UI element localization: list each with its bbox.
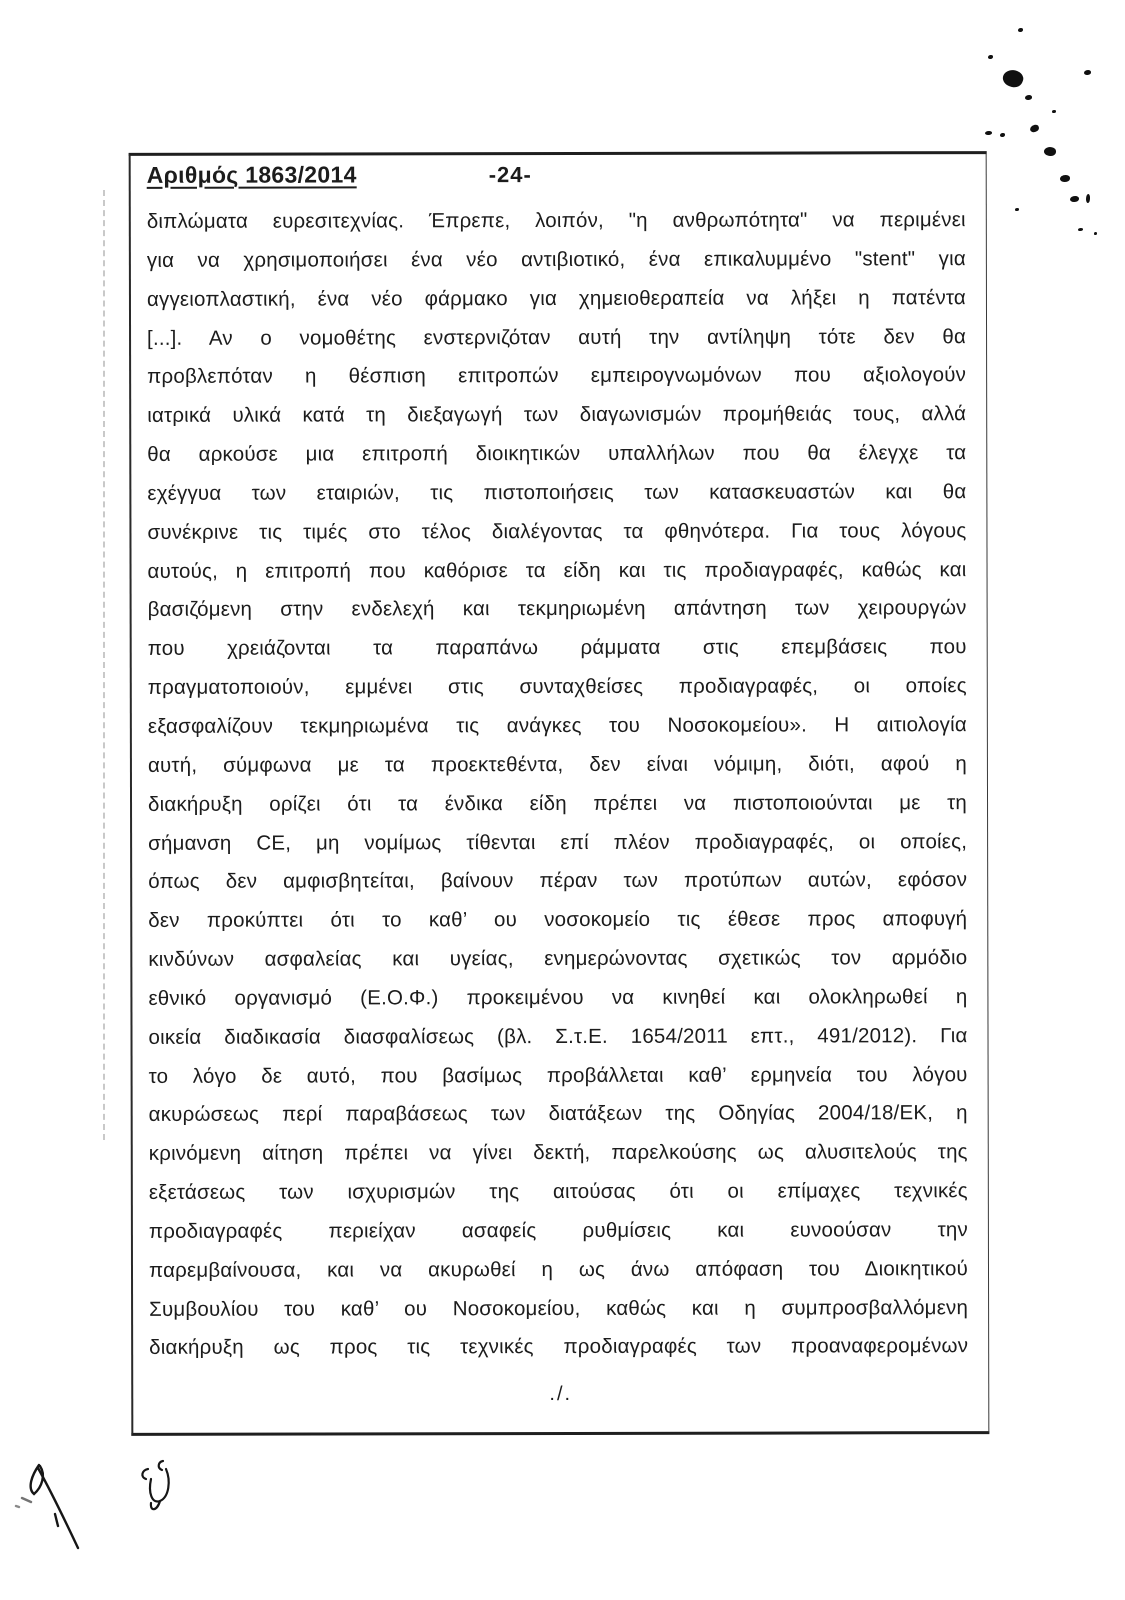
handwritten-marks bbox=[10, 1448, 200, 1578]
ink-blot bbox=[1094, 232, 1097, 235]
body-text-line: συνέκρινε τις τιμές στο τέλος διαλέγοντας τα φθηνότερα. Για τους λόγους bbox=[147, 518, 967, 544]
body-text-line: εθνικό οργανισμό (Ε.Ο.Φ.) προκειμένου να κινηθεί και ολοκληρωθεί η bbox=[148, 985, 968, 1010]
body-text-line: προδιαγραφές περιείχαν ασαφείς ρυθμίσεις και ευνοούσαν την bbox=[148, 1218, 968, 1243]
ink-blot bbox=[985, 131, 992, 135]
body-text-line: κρινόμενη αίτηση πρέπει να γίνει δεκτή, παρελκούσης ως αλυσιτελούς της bbox=[148, 1140, 968, 1166]
ink-blot bbox=[1043, 146, 1056, 157]
document-number: Αριθμός 1863/2014 bbox=[146, 161, 357, 188]
body-text-line: ιατρικά υλικά κατά τη διεξαγωγή των διαγωνισμών προμήθειάς τους, αλλά bbox=[147, 402, 967, 428]
body-text-line: βασιζόμενη στην ενδελεχή και τεκμηριωμένη απάντηση των χειρουργών bbox=[147, 596, 967, 622]
body-text-line: εχέγγυα των εταιριών, τις πιστοποιήσεις των κατασκευαστών και θα bbox=[147, 480, 967, 505]
body-text-line: πραγματοποιούν, εμμένει στις συνταχθείσες προδιαγραφές, οι οποίες bbox=[147, 674, 967, 699]
ink-blot bbox=[988, 55, 993, 59]
body-text-line: παρεμβαίνουσα, και να ακυρωθεί η ως άνω απόφαση του Διοικητικού bbox=[148, 1256, 969, 1282]
handwritten-scribble bbox=[16, 1465, 78, 1548]
document-header bbox=[147, 160, 967, 189]
body-text-line: όπως δεν αμφισβητείται, βαίνουν πέραν των προτύπων αυτών, εφόσον bbox=[148, 868, 968, 894]
body-text-line: κινδύνων ασφαλείας και υγείας, ενημερώνοντας σχετικώς τον αρμόδιο bbox=[148, 946, 968, 971]
page-border bbox=[129, 151, 990, 1436]
body-text-line: αυτή, σύμφωνα με τα προεκτεθέντα, δεν είναι νόμιμη, διότι, αφού η bbox=[147, 751, 967, 777]
ink-blot bbox=[1018, 28, 1023, 32]
body-text-line: αγγειοπλαστική, ένα νέο φάρμακο για χημειοθεραπεία να λήξει η πατέντα bbox=[146, 285, 966, 311]
body-text-line: εξετάσεως των ισχυρισμών της αιτούσας ότι οι επίμαχες τεχνικές bbox=[148, 1179, 968, 1204]
ink-blot bbox=[1000, 67, 1025, 91]
body-text-line: [...]. Αν ο νομοθέτης ενστερνιζόταν αυτή την αντίληψη τότε δεν θα bbox=[147, 324, 967, 350]
body-text bbox=[147, 201, 968, 1368]
body-text-line: το λόγο δε αυτό, που βασίμως προβάλλεται καθ’ ερμηνεία του λόγου bbox=[148, 1062, 968, 1088]
handwritten-initials bbox=[142, 1461, 168, 1509]
ink-blot bbox=[1015, 208, 1019, 211]
page-number: -24- bbox=[488, 162, 532, 188]
body-text-line: θα αρκούσε μια επιτροπή διοικητικών υπαλλήλων που θα έλεγχε τα bbox=[147, 441, 967, 466]
body-text-line: Συμβουλίου του καθ’ ου Νοσοκομείου, καθώς και η συμπροσβαλλόμενη bbox=[149, 1295, 969, 1321]
ink-blot bbox=[1060, 175, 1070, 182]
body-text-line: για να χρησιμοποιήσει ένα νέο αντιβιοτικό, ένα επικαλυμμένο "stent" για bbox=[146, 246, 966, 272]
ink-blot bbox=[1029, 124, 1040, 133]
body-text-line: οικεία διαδικασία διασφαλίσεως (βλ. Σ.τ.Ε. 1654/2011 επτ., 491/2012). Για bbox=[148, 1023, 968, 1049]
ink-blot bbox=[1078, 228, 1083, 231]
body-text-line: διπλώματα ευρεσιτεχνίας. Έπρεπε, λοιπόν, "η ανθρωπότητα" να περιμένει bbox=[146, 208, 966, 233]
body-text-line: διακήρυξη ως προς τις τεχνικές προδιαγραφές των προαναφερομένων bbox=[149, 1334, 969, 1360]
body-text-line: εξασφαλίζουν τεκμηριωμένα τις ανάγκες του Νοσοκομείου». Η αιτιολογία bbox=[147, 713, 967, 738]
ink-blot bbox=[1000, 133, 1005, 137]
ink-blot bbox=[1025, 95, 1032, 100]
ink-blot bbox=[1086, 194, 1090, 203]
body-text-line: διακήρυξη ορίζει ότι τα ένδικα είδη πρέπει να πιστοποιούνται με τη bbox=[147, 790, 968, 816]
ink-blot bbox=[1070, 196, 1079, 202]
body-text-line: ακυρώσεως περί παραβάσεως των διατάξεων της Οδηγίας 2004/18/ΕΚ, η bbox=[148, 1101, 968, 1127]
body-text-line: που χρειάζονται τα παραπάνω ράμματα στις επεμβάσεις που bbox=[147, 635, 967, 661]
body-text-line: σήμανση CE, μη νομίμως τίθενται επί πλέον προδιαγραφές, οι οποίες, bbox=[148, 829, 968, 855]
body-text-line: αυτούς, η επιτροπή που καθόρισε τα είδη και τις προδιαγραφές, καθώς και bbox=[147, 557, 967, 583]
body-text-line: δεν προκύπτει ότι το καθ’ ου νοσοκομείο τις έθεσε προς αποφυγή bbox=[148, 907, 968, 933]
ink-blot bbox=[1084, 70, 1091, 75]
fold-guide-line bbox=[103, 190, 105, 1140]
ink-blot bbox=[1052, 110, 1056, 113]
continuation-mark: ./. bbox=[549, 1382, 573, 1406]
body-text-line: προβλεπόταν η θέσπιση επιτροπών εμπειρογνωμόνων που αξιολογούν bbox=[147, 363, 967, 389]
